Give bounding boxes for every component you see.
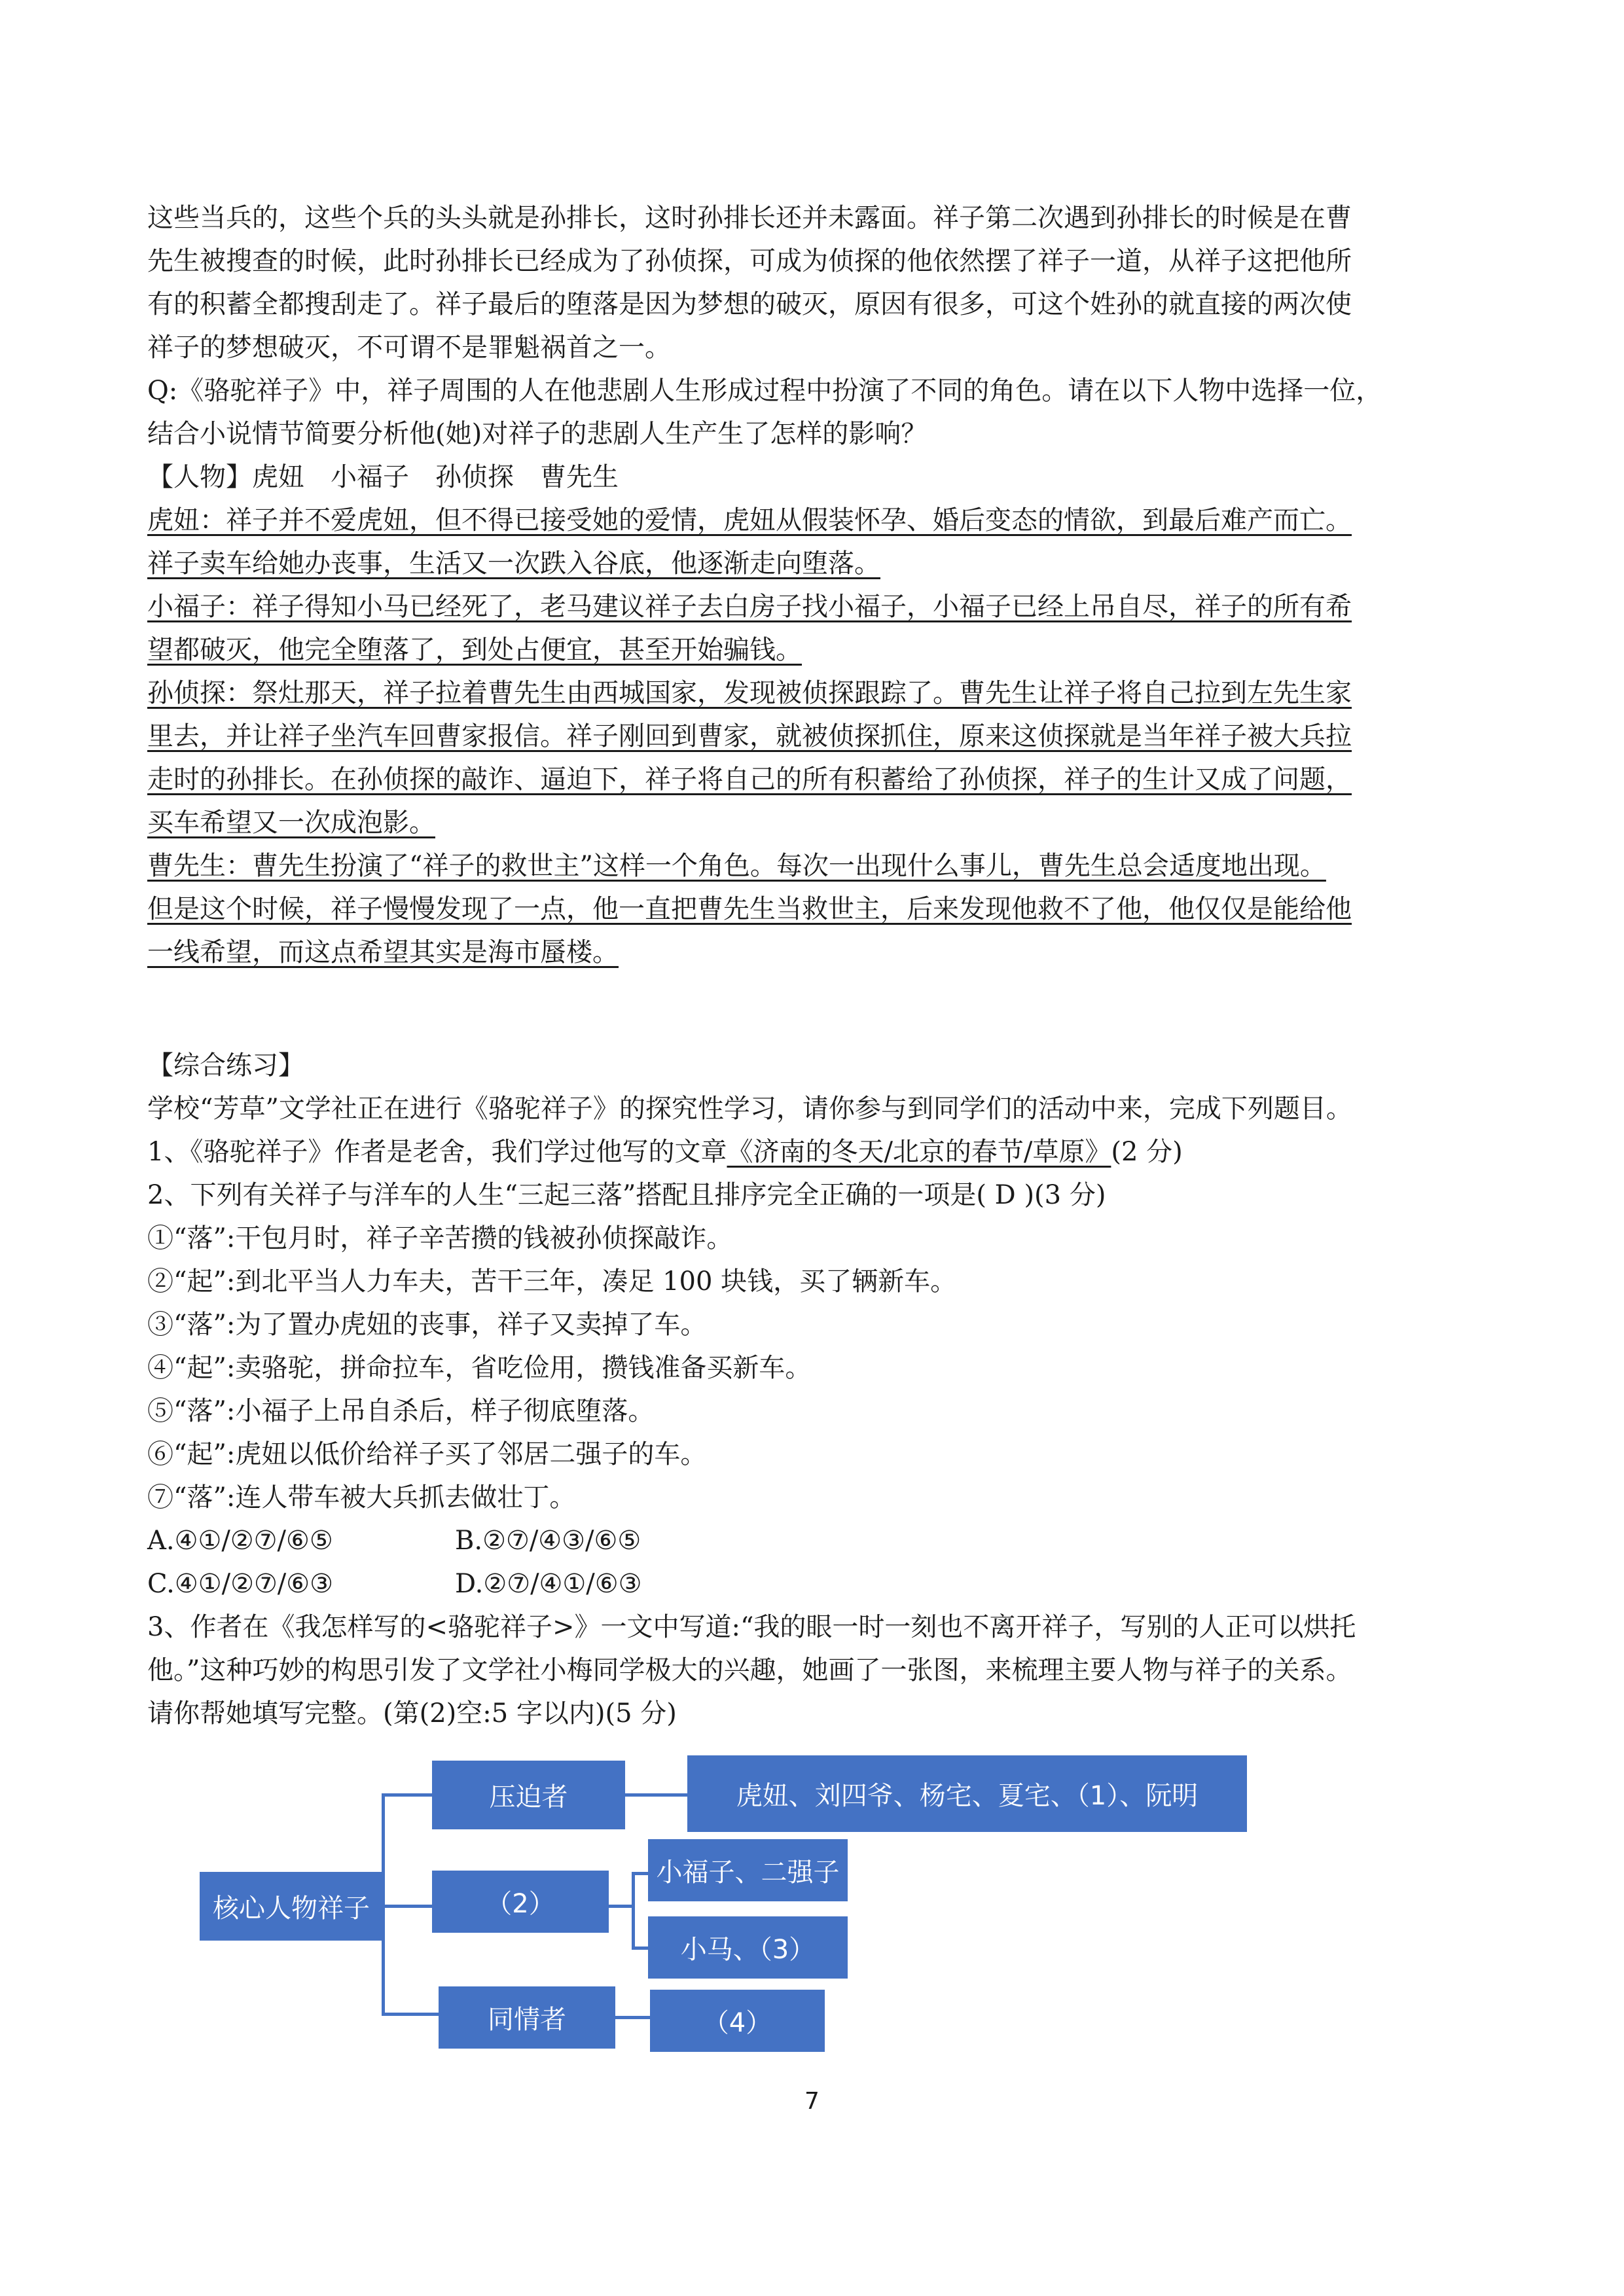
oppressor-list-box: 虎妞、刘四爷、杨宅、夏宅、（1）、阮明 — [687, 1755, 1247, 1832]
answer-line: 虎妞：祥子并不爱虎妞，但不得已接受她的爱情，虎妞从假装怀孕、婚后变态的情欲，到最后难产而亡。 — [147, 505, 1352, 535]
answer-line: 买车希望又一次成泡影。 — [147, 808, 435, 838]
text-line: 有的积蓄全都搜刮走了。祥子最后的堕落是因为梦想的破灭，原因有很多，可这个姓孙的就直接的两次使 — [147, 289, 1352, 319]
answer-line: 望都破灭，他完全堕落了，到处占便宜，甚至开始骗钱。 — [147, 635, 802, 665]
core-character-box: 核心人物祥子 — [200, 1872, 383, 1941]
connector-line — [382, 1793, 434, 1797]
answer-line: 小福子：祥子得知小马已经死了，老马建议祥子去白房子找小福子，小福子已经上吊自尽，祥子的所有希 — [147, 592, 1352, 622]
question-2: 2、下列有关祥子与洋车的人生“三起三落”搭配且排序完全正确的一项是( D )(3 分) — [147, 1180, 1106, 1210]
q2-item: ⑥“起”:虎妞以低价给祥子买了邻居二强子的车。 — [147, 1439, 707, 1469]
question-1-text: 1、《骆驼祥子》作者是老舍，我们学过他写的文章 — [147, 1137, 727, 1167]
question-3-line: 3、作者在《我怎样写的<骆驼祥子>》一文中写道:“我的眼一时一刻也不离开祥子，写别的人正可以烘托 — [147, 1612, 1356, 1642]
connector-line — [609, 1905, 635, 1908]
q2-item: ⑦“落”:连人带车被大兵抓去做壮丁。 — [147, 1482, 576, 1513]
practice-intro: 学校“芳草”文学社正在进行《骆驼祥子》的探究性学习，请你参与到同学们的活动中来，完成下列题目。 — [147, 1094, 1352, 1124]
question-3-line: 请你帮她填写完整。(第(2)空:5 字以内)(5 分) — [147, 1698, 677, 1729]
q2-item: ①“落”:干包月时，祥子辛苦攒的钱被孙侦探敲诈。 — [147, 1223, 733, 1253]
answer-line: 祥子卖车给她办丧事，生活又一次跌入谷底，他逐渐走向堕落。 — [147, 548, 880, 579]
practice-section — [147, 1044, 1483, 1735]
answer-line: 但是这个时候，祥子慢慢发现了一点，他一直把曹先生当救世主，后来发现他救不了他，他仅仅是能给他 — [147, 894, 1352, 924]
q2-options-row — [147, 1519, 1483, 1562]
intro-paragraph — [147, 196, 1483, 974]
sympathizer-box: 同情者 — [439, 1986, 615, 2049]
connector-line — [382, 2013, 439, 2016]
option-d: D.②⑦/④①/⑥③ — [455, 1569, 642, 1599]
option-a: A.④①/②⑦/⑥⑤ — [147, 1526, 333, 1556]
question-3-line: 他。”这种巧妙的构思引发了文学社小梅同学极大的兴趣，她画了一张图，来梳理主要人物与祥子的关系。 — [147, 1655, 1352, 1685]
q2-item: ④“起”:卖骆驼，拼命拉车，省吃俭用，攒钱准备买新车。 — [147, 1353, 812, 1383]
q2-options-row — [147, 1562, 1483, 1605]
q2-item: ②“起”:到北平当人力车夫，苦干三年，凑足 100 块钱，买了辆新车。 — [147, 1266, 957, 1297]
text-line: 这些当兵的，这些个兵的头头就是孙排长，这时孙排长还并未露面。祥子第二次遇到孙排长的时候是在曹 — [147, 203, 1352, 233]
question-line: Q:《骆驼祥子》中，祥子周围的人在他悲剧人生形成过程中扮演了不同的角色。请在以下人物中选择一位， — [147, 376, 1382, 406]
page-number: 7 — [804, 2088, 820, 2115]
group-2a-box: 小福子、二强子 — [648, 1839, 848, 1901]
q2-item: ③“落”:为了置办虎妞的丧事，祥子又卖掉了车。 — [147, 1310, 707, 1340]
connector-line — [625, 1793, 687, 1797]
answer-line: 曹先生：曹先生扮演了“祥子的救世主”这样一个角色。每次一出现什么事儿，曹先生总会适度地出现。 — [147, 851, 1326, 881]
text-line: 祥子的梦想破灭，不可谓不是罪魁祸首之一。 — [147, 332, 671, 363]
connector-line — [382, 1905, 434, 1908]
connector-line — [615, 2016, 650, 2019]
characters-line: 【人物】虎妞 小福子 孙侦探 曹先生 — [147, 462, 619, 492]
blank-4-box: （4） — [650, 1990, 825, 2052]
option-c: C.④①/②⑦/⑥③ — [147, 1569, 334, 1599]
answer-line: 一线希望，而这点希望其实是海市蜃楼。 — [147, 937, 619, 967]
q2-item: ⑤“落”:小福子上吊自杀后，样子彻底堕落。 — [147, 1396, 655, 1426]
oppressor-box: 压迫者 — [432, 1761, 625, 1829]
question-1-score: (2 分) — [1111, 1137, 1183, 1167]
answer-line: 里去，并让祥子坐汽车回曹家报信。祥子刚回到曹家，就被侦探抓住，原来这侦探就是当年祥子被大兵拉 — [147, 721, 1352, 751]
connector-line — [632, 1872, 635, 1949]
group-2b-box: 小马、（3） — [648, 1916, 848, 1979]
practice-heading: 【综合练习】 — [147, 1050, 304, 1081]
question-1-answer: 《济南的冬天/北京的春节/草原》 — [727, 1137, 1111, 1167]
answer-line: 走时的孙排长。在孙侦探的敲诈、逼迫下，祥子将自己的所有积蓄给了孙侦探，祥子的生计又成了问题， — [147, 764, 1352, 795]
question-1 — [147, 1130, 1483, 1174]
text-line: 先生被搜查的时候，此时孙排长已经成为了孙侦探，可成为侦探的他依然摆了祥子一道，从祥子这把他所 — [147, 246, 1352, 276]
connector-line — [632, 1946, 648, 1950]
answer-line: 孙侦探：祭灶那天，祥子拉着曹先生由西城国家，发现被侦探跟踪了。曹先生让祥子将自己拉到左先生家 — [147, 678, 1352, 708]
option-b: B.②⑦/④③/⑥⑤ — [455, 1526, 641, 1556]
blank-2-box: （2） — [432, 1871, 609, 1933]
connector-line — [632, 1872, 648, 1875]
question-line: 结合小说情节简要分析他(她)对祥子的悲剧人生产生了怎样的影响？ — [147, 419, 928, 449]
